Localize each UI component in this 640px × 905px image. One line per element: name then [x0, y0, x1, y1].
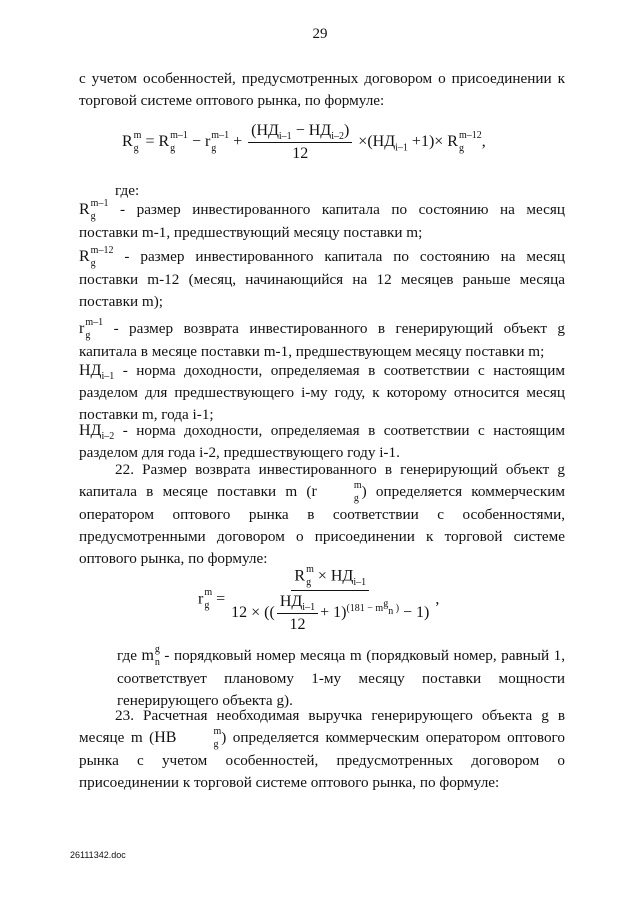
sup-g: g: [154, 643, 160, 655]
sym-nd: НД: [279, 593, 303, 610]
paren: (: [251, 122, 257, 139]
definition-nd-i1: [79, 360, 565, 426]
sub-i1: i–1: [101, 371, 115, 383]
exponent-sup-g: g: [383, 598, 389, 610]
sub-g: g: [204, 600, 210, 611]
sym-R: R: [158, 133, 170, 151]
sub-i1: i–1: [302, 602, 316, 614]
inner-numerator: [277, 593, 318, 614]
sym-r: r: [204, 133, 211, 151]
exponent: [346, 598, 400, 617]
sub-i2: i–2: [331, 131, 344, 143]
paragraph-text: ) определяется коммерческим оператором оптового рынка с учетом особенностей, предусмотренных договором о присоединении к торговой системе оптового рынка, по формуле:: [79, 729, 565, 791]
paragraph-text: 22. Размер возврата инвестированного в генерирующий объект g капитала в месяце поставки m (: [79, 461, 565, 500]
paragraph-22: [79, 459, 565, 570]
sub-i1: i–1: [278, 131, 292, 143]
definition-nd-i2: [79, 420, 565, 464]
definition-mng: [117, 645, 565, 712]
sym-comma: ,: [435, 590, 440, 608]
formula-return: [198, 566, 439, 634]
sym-nd: НД: [79, 362, 102, 379]
sup-m: m: [204, 587, 213, 598]
minus-one: − 1): [403, 604, 430, 622]
sym-r: r: [311, 483, 317, 500]
sup-m1: m–1: [85, 316, 104, 328]
fraction-numerator: [291, 566, 369, 591]
exponent-text: (181 − m: [346, 602, 384, 614]
sub-i1: i–1: [353, 576, 367, 588]
sym-plus: +: [411, 133, 421, 151]
paragraph-text: ) определяется коммерческим оператором оптового рынка в соответствии с особенностями, предусмотренными договором о присоединении к торговой системе оптового рынка, по формуле:: [79, 483, 565, 567]
sup-m1: m–1: [90, 197, 109, 209]
sub-g: g: [353, 492, 359, 504]
label-gde: где:: [115, 182, 140, 199]
plus-one: + 1): [320, 604, 347, 622]
sym-r: r: [79, 320, 85, 337]
fraction: [248, 122, 352, 163]
sym-nd: НД: [308, 122, 332, 139]
sup-m: m: [213, 725, 222, 737]
sym-R: R: [122, 133, 133, 151]
definition-r-m1: [79, 199, 565, 244]
sub-n: n: [154, 656, 160, 668]
paragraph-23: [79, 705, 565, 794]
sub-g: g: [211, 142, 217, 154]
exponent-sub-n: n: [388, 605, 394, 617]
sym-eq: =: [145, 133, 155, 151]
paren: (: [367, 133, 373, 151]
sub-g: g: [213, 738, 219, 750]
sup-m1: m–1: [170, 129, 188, 141]
sym-minus: −: [191, 133, 201, 151]
inner-fraction: [277, 593, 318, 634]
sym-comma: ,: [481, 133, 486, 151]
definition-text: - норма доходности, определяемая в соответствии с настоящим разделом для года i-2, предшествующего году i-1.: [79, 422, 565, 461]
sym-nv: НВ: [154, 729, 177, 746]
sym-one: 1: [420, 133, 429, 151]
sym-R: R: [79, 201, 90, 218]
definition-text: - порядковый номер месяца m (порядковый номер, равный 1, соответствует плановому 1-му месяцу поставки мощности генерирующего объекта g).: [117, 647, 566, 709]
paren: ): [428, 133, 435, 151]
sym-R: R: [79, 248, 90, 265]
fraction-denominator: [231, 591, 429, 634]
footer-filename: 26111342.doc: [70, 850, 126, 860]
definition-r-m12: [79, 246, 565, 313]
sym-plus: +: [233, 133, 243, 151]
denominator-open: 12 × ((: [231, 604, 275, 622]
sym-nd: НД: [79, 422, 102, 439]
formula-capital: [122, 122, 486, 163]
sub-g: g: [133, 142, 139, 154]
fraction-denominator: 12: [292, 145, 309, 162]
sub-g: g: [458, 142, 464, 154]
fraction: [231, 566, 429, 634]
paragraph-text: 23. Расчетная необходимая выручка генерирующего объекта g в месяце m (: [79, 707, 565, 746]
inner-denominator: 12: [289, 616, 306, 633]
sym-times: ×: [317, 567, 327, 585]
sym-m: m: [141, 647, 154, 664]
sym-times: ×: [358, 133, 368, 151]
sym-nd: НД: [330, 567, 354, 585]
sym-eq: =: [216, 590, 226, 608]
definition-text: - размер инвестированного капитала по состоянию на месяц поставки m-1, предшествующий месяцу поставки m;: [79, 201, 565, 241]
sym-R: R: [447, 133, 458, 151]
sup-m12: m–12: [458, 129, 482, 141]
fraction-numerator: [248, 122, 352, 143]
sub-i1: i–1: [395, 142, 408, 154]
definition-text: - норма доходности, определяемая в соответствии с настоящим разделом для предшествующего i-му году, к которому относится месяц поставки m, года i-1;: [79, 362, 565, 423]
paren: ): [343, 122, 350, 139]
definition-text: - размер инвестированного капитала по состоянию на месяц поставки m-12 (месяц, начинающийся на 12 месяцев раньше месяца поставки m);: [79, 248, 565, 310]
sup-m12: m–12: [90, 244, 114, 256]
sub-g: g: [170, 142, 176, 154]
sup-m: m: [133, 129, 142, 141]
sym-nd: НД: [256, 122, 279, 139]
sym-r: r: [198, 590, 204, 608]
sym-R: R: [294, 567, 306, 585]
definition-text: - размер возврата инвестированного в генерирующий объект g капитала в месяце поставки m-1, предшествующем месяцу поставки m;: [79, 320, 566, 360]
definition-return: [79, 318, 565, 363]
sub-g: g: [90, 257, 96, 269]
sub-i2: i–2: [101, 431, 115, 443]
paragraph-intro: с учетом особенностей, предусмотренных договором о присоединении к торговой системе оптового рынка, по формуле:: [79, 70, 565, 109]
sym-minus: −: [295, 122, 305, 139]
sub-g: g: [90, 210, 96, 222]
sup-m: m: [353, 479, 362, 491]
sym-nd: НД: [372, 133, 396, 151]
page-number: 29: [312, 26, 328, 42]
sup-m: m: [306, 564, 314, 575]
sym-times: ×: [434, 133, 444, 151]
exponent-end: ): [393, 602, 400, 614]
label-gde: где: [117, 647, 137, 664]
sub-g: g: [85, 329, 91, 341]
sup-m1: m–1: [211, 129, 230, 141]
sub-g: g: [306, 577, 312, 588]
